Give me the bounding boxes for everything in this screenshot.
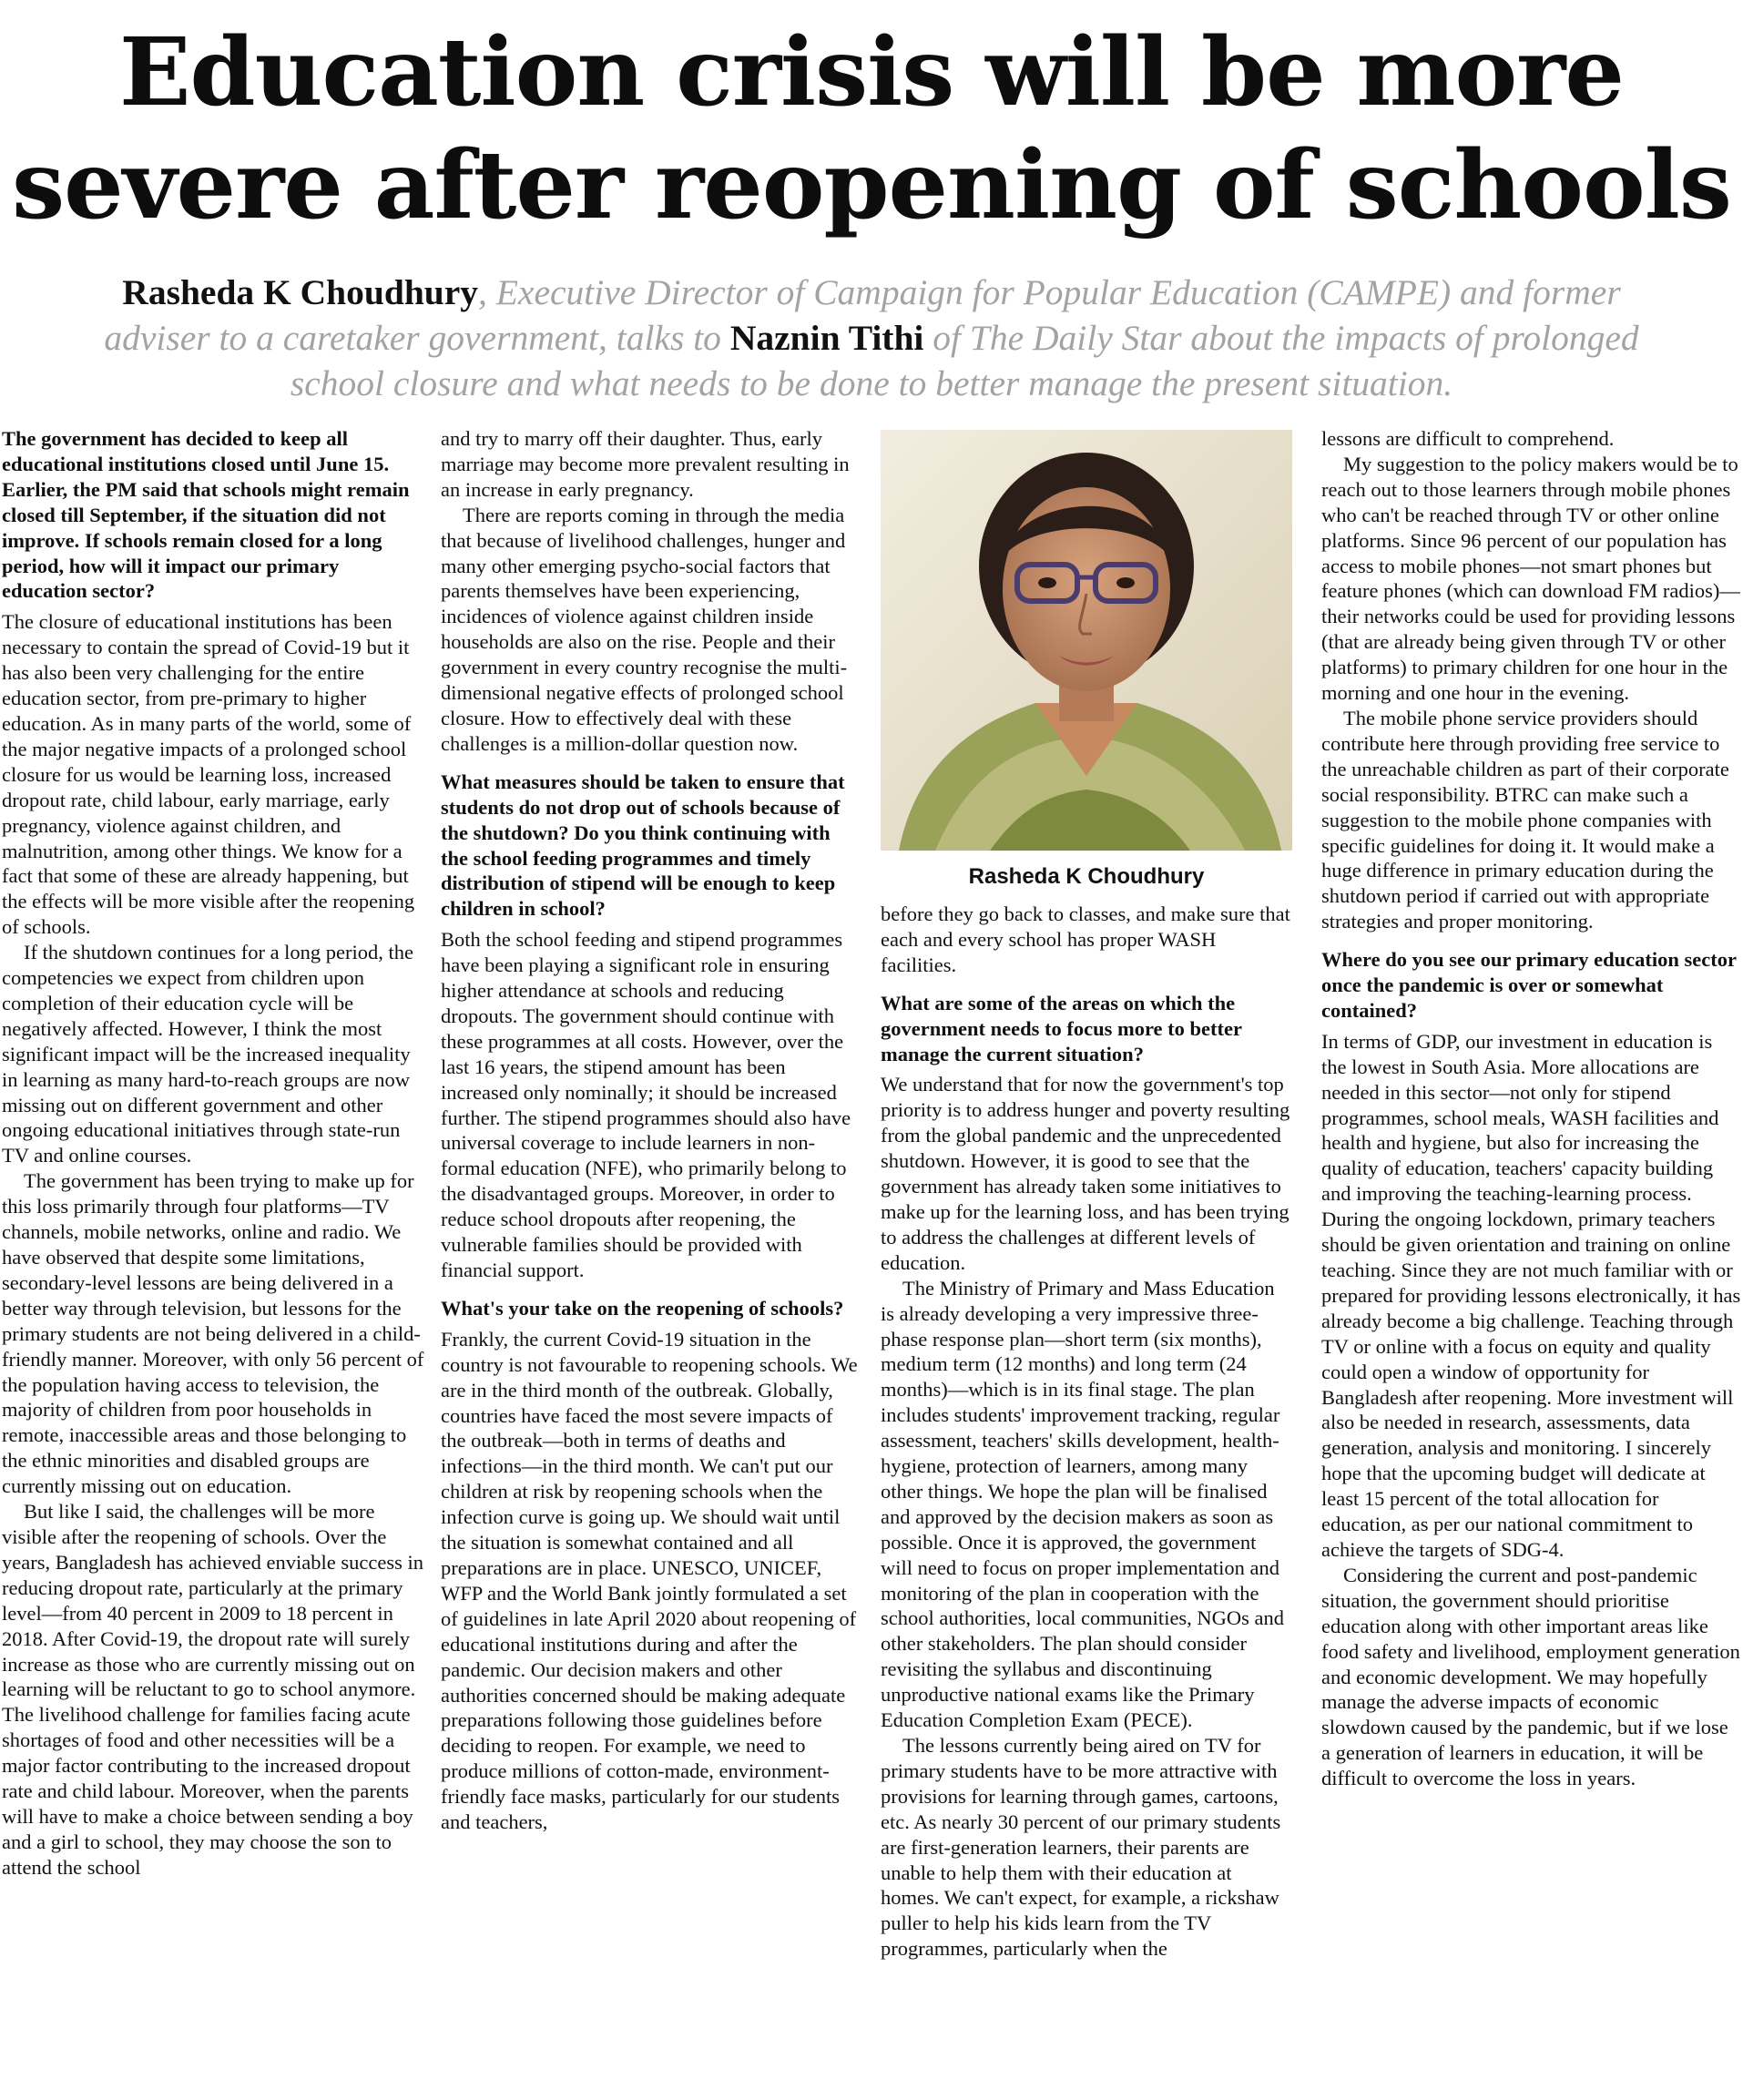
question-2: What measures should be taken to ensure that students do not drop out of schools because of the shutdown? Do you think continuing with the school feeding programmes and timely distribution of stipend will be enough to keep children in school?: [441, 770, 845, 921]
paragraph: My suggestion to the policy makers would be to reach out to those learners through mobile phones who can't be reached through TV or other online platforms. Since 96 percent of our population has access to mobile phones—not smart phones but feature phones (which can download FM radios)—their networks could be used for providing lessons (that are already being given through TV or other platforms) to primary children for one hour in the morning and one hour in the evening.: [1321, 452, 1740, 705]
standfirst: [18, 270, 1725, 406]
portrait-illustration: [881, 430, 1292, 851]
paragraph: The mobile phone service providers should contribute here through providing free service to the unreachable children as part of their corporate social responsibility. BTRC can make such a suggestion to the mobile phone companies with specific guidelines for doing it. It would make a huge difference in primary education during the shutdown period if carried out with appropriate strategies and proper monitoring.: [1321, 706, 1729, 933]
paragraph: But like I said, the challenges will be more visible after the reopening of schools. Over the years, Bangladesh has achieved enviable success in reducing dropout rate, particularly at the primary level—from 40 percent in 2009 to 18 percent in 2018. After Covid-19, the dropout rate will surely increase as those who are currently missing out on learning will be reluctant to go to school anymore. The livelihood challenge for families facing acute shortages of food and other necessities will be a major factor contributing to the increased dropout rate and child labour. Moreover, when the parents will have to make a choice between sending a boy and a girl to school, they may choose the son to attend the school: [2, 1500, 423, 1879]
paragraph: In terms of GDP, our investment in education is the lowest in South Asia. More allocations are needed in this sector—not only for stipend programmes, school meals, WASH facilities and health and hygiene, but also for increasing the quality of education, teachers' capacity building and improving the teaching-learning process. During the ongoing lockdown, primary teachers should be given orientation and training on online teaching. Since they are not much familiar with or prepared for providing lessons electronically, it has already become a big challenge. Teaching through TV or online with a focus on equity and quality could open a window of opportunity for Bangladesh after reopening. More investment will also be needed in research, assessments, data generation, analysis and monitoring. I sincerely hope that the upcoming budget will dedicate at least 15 percent of the total allocation for education, as per our national commitment to achieve the targets of SDG-4.: [1321, 1029, 1741, 1561]
paragraph: lessons are difficult to comprehend.: [1321, 427, 1615, 450]
standfirst-line-3: [18, 361, 1725, 406]
standfirst-text-1: , Executive Director of Campaign for Popular Education (CAMPE) and former: [478, 272, 1621, 312]
paragraph: and try to marry off their daughter. Thus, early marriage may become more prevalent resulting in an increase in early pregnancy.: [441, 427, 850, 501]
interviewer-name: Naznin Tithi: [729, 318, 924, 358]
paragraph: The Ministry of Primary and Mass Education is already developing a very impressive three-phase response plan—short term (six months), medium term (12 months) and long term (24 months)—which is in its final stage. The plan includes students' improvement tracking, regular assessment, teachers' skills development, health-hygiene, protection of learners, among many other things. We hope the plan will be finalised and approved by the decision makers as soon as possible. Once it is approved, the government will need to focus on proper implementation and monitoring of the plan in cooperation with the school authorities, local communities, NGOs and other stakeholders. The plan should consider revisiting the syllabus and discontinuing unproductive national exams like the Primary Education Completion Exam (PECE).: [881, 1276, 1285, 1732]
article-column-4: [1321, 426, 1741, 2100]
paragraph: The closure of educational institutions has been necessary to contain the spread of Covid-19 but it has also been very challenging for the entire education sector, from pre-primary to higher education. As in many parts of the world, some of the major negative impacts of a prolonged school closure for us would be learning loss, increased dropout rate, child labour, early marriage, early pregnancy, violence against children, and malnutrition, among other things. We know for a fact that some of these are already happening, but the effects will be more visible after the reopening of schools.: [2, 610, 415, 939]
paragraph: Considering the current and post-pandemic situation, the government should prioritise education along with other important areas like food safety and livelihood, employment generation and economic development. We may hopefully manage the adverse impacts of economic slowdown caused by the pandemic, but if we lose a generation of learners in education, it will be difficult to overcome the loss in years.: [1321, 1563, 1740, 1790]
article-column-3: [881, 902, 1292, 2100]
question-3: What's your take on the reopening of schools?: [441, 1296, 844, 1320]
standfirst-line-2: [18, 315, 1725, 361]
paragraph: We understand that for now the government's top priority is to address hunger and poverty resulting from the global pandemic and the unprecedented shutdown. However, it is good to see that the government has already taken some initiatives to make up for the learning loss, and has been trying to address the challenges at different levels of education.: [881, 1073, 1290, 1274]
paragraph: The lessons currently being aired on TV for primary students have to be more attractive with provisions for learning through games, cartoons, etc. As nearly 30 percent of our primary students are first-generation learners, their parents are unable to help them with their education at homes. We can't expect, for example, a rickshaw puller to help his kids learn from the TV programmes, particularly when the: [881, 1734, 1281, 1961]
paragraph: There are reports coming in through the media that because of livelihood challenges, hunger and many other emerging psycho-social factors that parents themselves have been experiencing, incidences of violence against children inside households are also on the rise. People and their government in every country recognise the multi-dimensional negative effects of prolonged school closure. How to effectively deal with these challenges is a million-dollar question now.: [441, 503, 848, 755]
paragraph: before they go back to classes, and make sure that each and every school has proper WASH facilities.: [881, 902, 1290, 976]
headline-line-1: Education crisis will be more: [119, 17, 1624, 127]
paragraph: The government has been trying to make up for this loss primarily through four platforms—TV channels, mobile networks, online and radio. We have observed that despite some limitations, secondary-level lessons are being delivered in a better way through television, but lessons for the primary students are not being delivered in a child-friendly manner. Moreover, with only 56 percent of the population having access to television, the majority of children from poor households in remote, inaccessible areas and those belonging to the ethnic minorities and disabled groups are currently missing out on education.: [2, 1169, 424, 1498]
question-5: Where do you see our primary education sector once the pandemic is over or somewhat contained?: [1321, 948, 1737, 1022]
photo-caption: Rasheda K Choudhury: [968, 864, 1205, 889]
question-1: The government has decided to keep all educational institutions closed until June 15. Earlier, the PM said that schools might remain closed till September, if the situation did not improve. If schools remain closed for a long period, how will it impact our primary education sector?: [2, 427, 410, 603]
standfirst-line-1: [18, 270, 1725, 315]
question-4: What are some of the areas on which the government needs to focus more to better manage the current situation?: [881, 991, 1242, 1065]
article-column-1: [2, 426, 426, 2100]
standfirst-text-2: adviser to a caretaker government, talks to: [104, 318, 730, 358]
standfirst-text-3: of The Daily Star about the impacts of prolonged: [923, 318, 1639, 358]
headline: [0, 16, 1743, 242]
standfirst-text-4: school closure and what needs to be done to better manage the present situation.: [290, 363, 1453, 403]
headline-line-2: severe after reopening of schools: [12, 130, 1731, 240]
interviewee-name: Rasheda K Choudhury: [122, 272, 479, 312]
portrait-photo: [881, 430, 1292, 851]
paragraph: Both the school feeding and stipend programmes have been playing a significant role in ensuring higher attendance at schools and reducing dropouts. The government should continue with these programmes at all costs. However, over the last 16 years, the stipend amount has been increased only nominally; it should be increased further. The stipend programmes should also have universal coverage to include learners in non-formal education (NFE), who primarily belong to the disadvantaged groups. Moreover, in order to reduce school dropouts after reopening, the vulnerable families should be provided with financial support.: [441, 928, 851, 1281]
article-column-2: [441, 426, 858, 2100]
paragraph: If the shutdown continues for a long period, the competencies we expect from children upon completion of their education cycle will be negatively affected. However, I think the most significant impact will be the increased inequality in learning as many hard-to-reach groups are now missing out on different government and other ongoing educational initiatives through state-run TV and online courses.: [2, 941, 414, 1167]
paragraph: Frankly, the current Covid-19 situation in the country is not favourable to reopening schools. We are in the third month of the outbreak. Globally, countries have faced the most severe impacts of the outbreak—both in terms of deaths and infections—in the third month. We can't put our children at risk by reopening schools when the infection curve is going up. We should wait until the situation is somewhat contained and all preparations are in place. UNESCO, UNICEF, WFP and the World Bank jointly formulated a set of guidelines in late April 2020 about reopening of educational institutions during and after the pandemic. Our decision makers and other authorities concerned should be making adequate preparations following those guidelines before deciding to reopen. For example, we need to produce millions of cotton-made, environment-friendly face masks, particularly for our students and teachers,: [441, 1327, 858, 1834]
